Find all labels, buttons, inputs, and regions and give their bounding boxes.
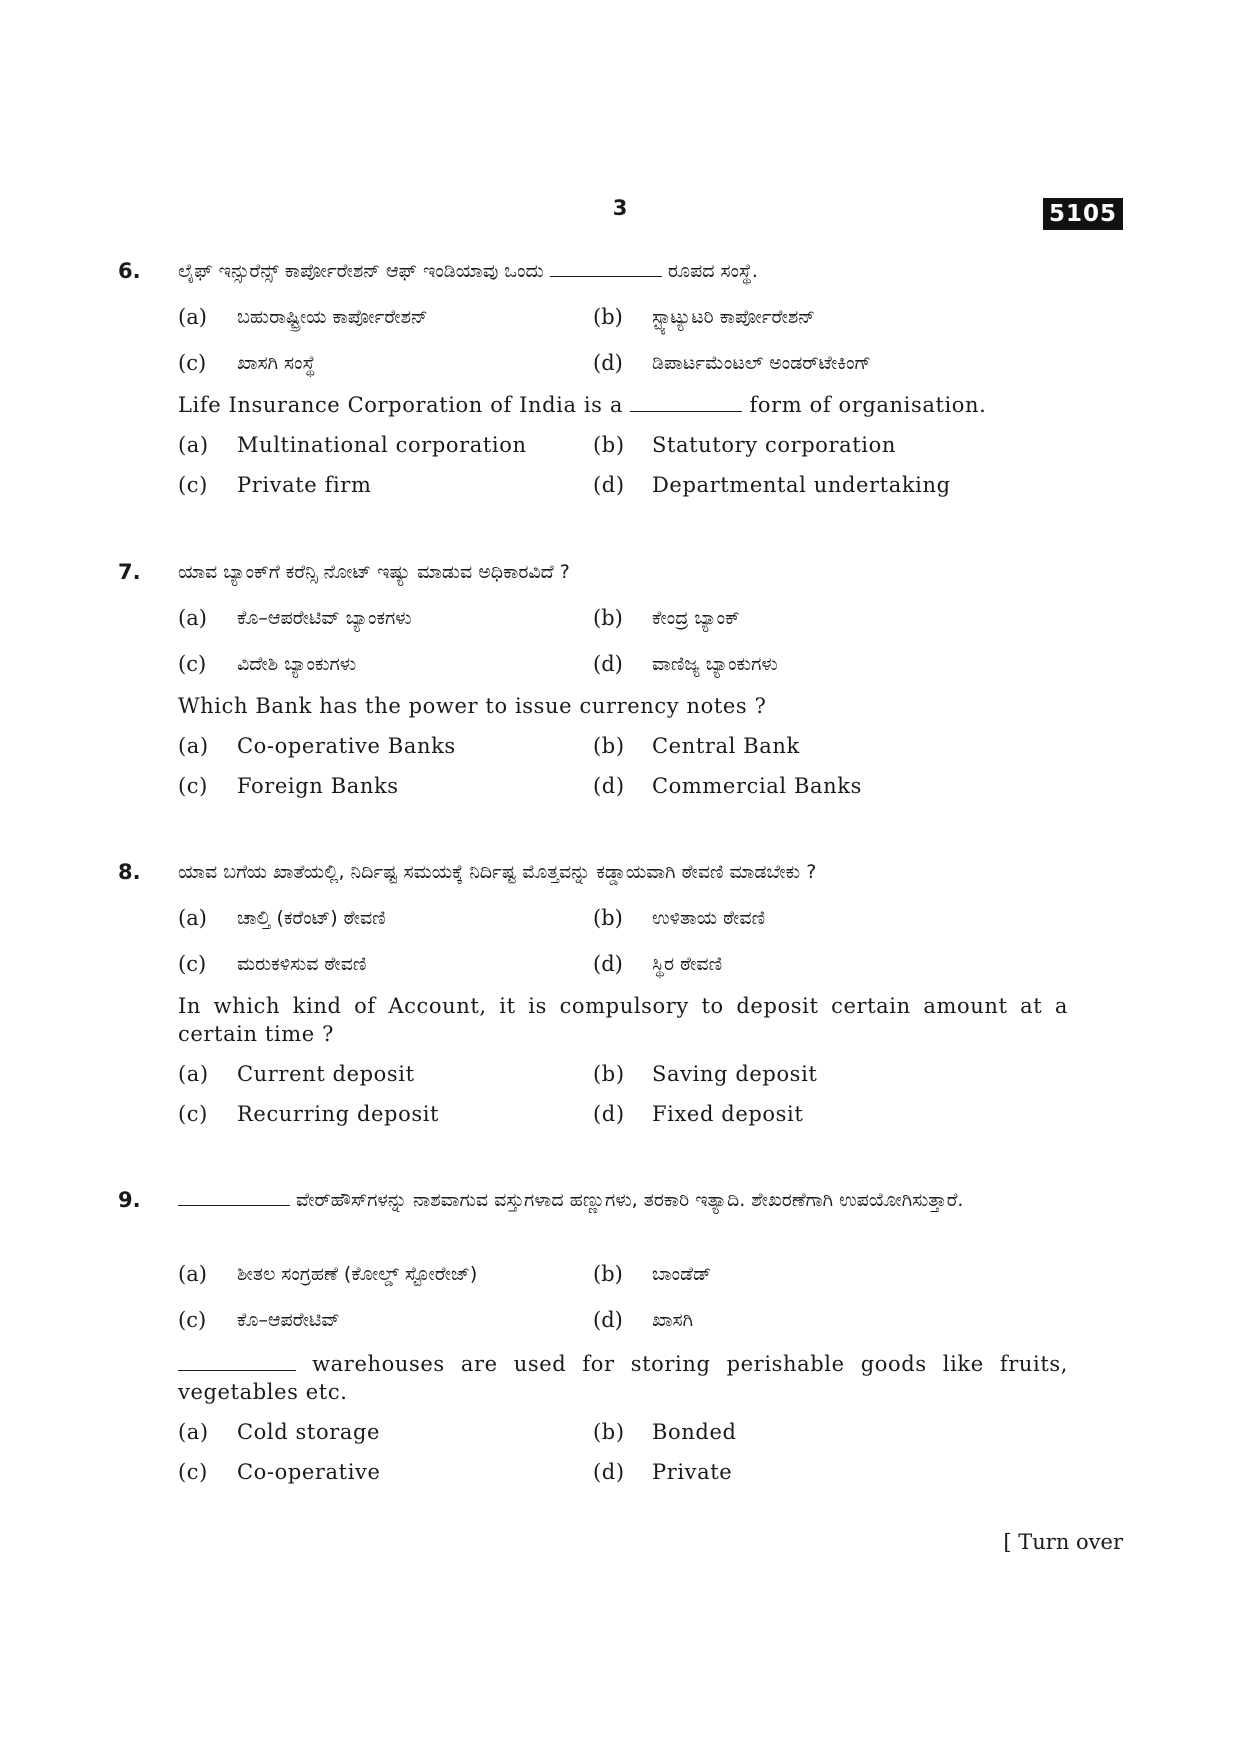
question-stem-kannada: ಯಾವ ಬ್ಯಾಂಕ್‌ಗೆ ಕರೆನ್ಸಿ ನೋಟ್ ಇಷ್ಯು ಮಾಡುವ ಅಧಿಕಾರವಿದೆ ? [178, 561, 570, 583]
answer-blank [550, 258, 662, 277]
question-stem-kannada: ಲೈಫ್ ಇನ್ಸುರೆನ್ಸ್ ಕಾರ್ಪೋರೇಶನ್ ಆಫ್ ಇಂಡಿಯಾವು ಒಂದು ರೂಪದ ಸಂಸ್ಥೆ. [178, 260, 758, 282]
question-stem-english: Which Bank has the power to issue currency notes ? [178, 694, 767, 718]
turn-over-note: [ Turn over [1003, 1530, 1123, 1554]
answer-blank [630, 393, 742, 412]
answer-blank [178, 1352, 296, 1371]
question-stem-english: warehouses are used for storing perishable goods like fruits, vegetables etc. [178, 1352, 1069, 1404]
question-stem-kannada: ವೇರ್‌ಹೌಸ್‌ಗಳನ್ನು ನಾಶವಾಗುವ ವಸ್ತುಗಳಾದ ಹಣ್ಣುಗಳು, ತರಕಾರಿ ಇತ್ಯಾದಿ. ಶೇಖರಣೆಗಾಗಿ ಉಪಯೋಗಿಸುತ್ತಾರೆ. [178, 1186, 1068, 1214]
question-stem-english: Life Insurance Corporation of India is a form of organisation. [178, 393, 987, 417]
question-number: 7. [118, 560, 141, 584]
question-number: 6. [118, 259, 141, 283]
page-number: 3 [612, 196, 628, 220]
question-stem-kannada: ಯಾವ ಬಗೆಯ ಖಾತೆಯಲ್ಲಿ, ನಿರ್ದಿಷ್ಟ ಸಮಯಕ್ಕೆ ನಿರ್ದಿಷ್ಟ ಮೊತ್ತವನ್ನು ಕಡ್ಡಾಯವಾಗಿ ಠೇವಣಿ ಮಾಡಬೇಕು ? [178, 861, 817, 883]
question-number: 9. [118, 1188, 141, 1212]
answer-blank [178, 1187, 290, 1206]
paper-code-badge: 5105 [1043, 198, 1123, 230]
question-stem-english: In which kind of Account, it is compulsory to deposit certain amount at a certain time ? [178, 994, 1068, 1046]
question-number: 8. [118, 860, 141, 884]
